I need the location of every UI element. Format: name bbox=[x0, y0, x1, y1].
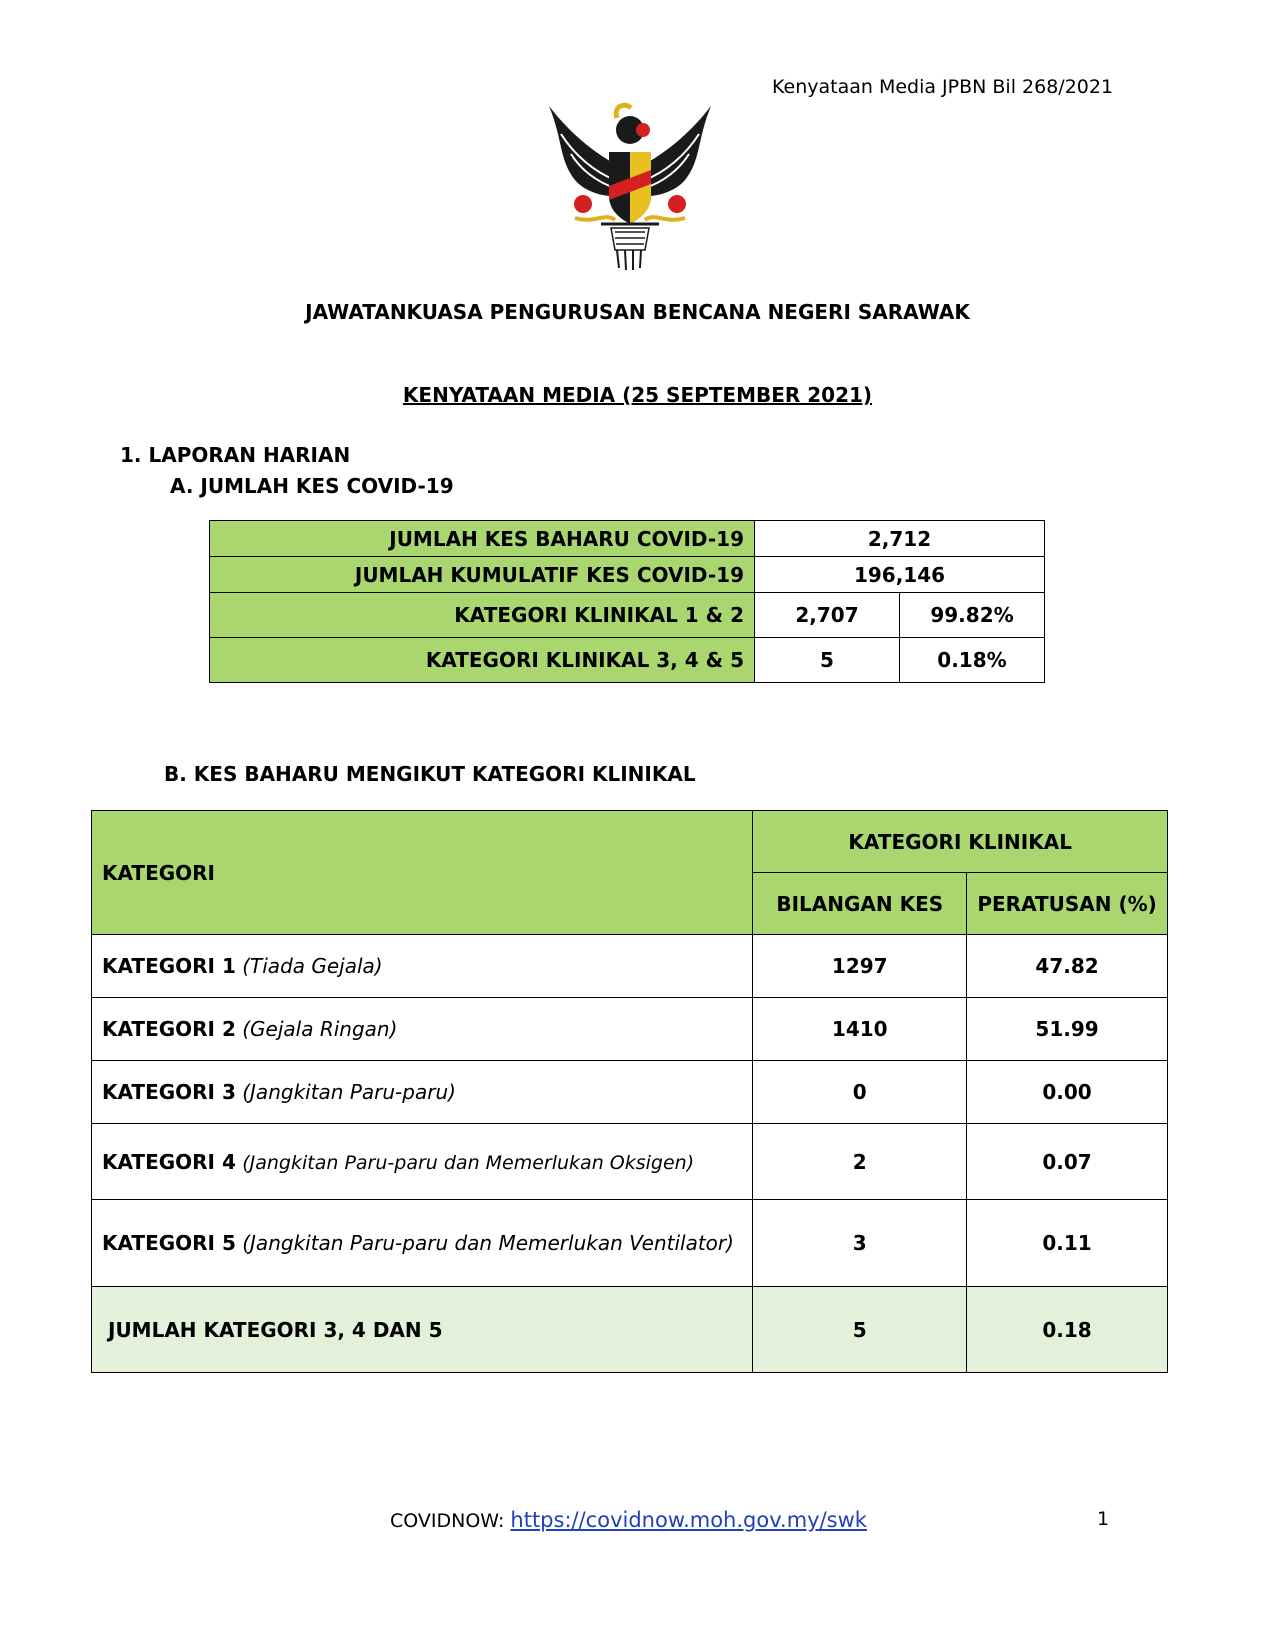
category-name: KATEGORI 4 bbox=[102, 1149, 236, 1174]
summary-table bbox=[209, 520, 1045, 683]
category-name: KATEGORI 5 bbox=[102, 1230, 236, 1255]
table-row bbox=[210, 557, 1045, 593]
row-percent: 99.82% bbox=[900, 593, 1045, 638]
category-desc: (Tiada Gejala) bbox=[242, 954, 383, 978]
category-name: KATEGORI 3 bbox=[102, 1080, 236, 1104]
statement-title: KENYATAAN MEDIA (25 SEPTEMBER 2021) bbox=[402, 383, 873, 407]
table-row bbox=[210, 593, 1045, 638]
category-count: 3 bbox=[753, 1200, 967, 1287]
document-reference: Kenyataan Media JPBN Bil 268/2021 bbox=[772, 76, 1114, 98]
header-kategori: KATEGORI bbox=[92, 811, 753, 935]
category-percent: 0.11 bbox=[967, 1200, 1168, 1287]
category-name: KATEGORI 2 bbox=[102, 1017, 236, 1041]
row-value: 2,712 bbox=[755, 521, 1045, 557]
table-row bbox=[92, 935, 1168, 998]
covidnow-link[interactable]: https://covidnow.moh.gov.my/swk bbox=[510, 1508, 867, 1532]
total-count: 5 bbox=[753, 1287, 967, 1373]
row-label: JUMLAH KES BAHARU COVID-19 bbox=[210, 521, 755, 557]
total-label: JUMLAH KATEGORI 3, 4 DAN 5 bbox=[92, 1287, 753, 1373]
category-percent: 51.99 bbox=[967, 998, 1168, 1061]
table-row bbox=[92, 1200, 1168, 1287]
category-desc: (Jangkitan Paru-paru) bbox=[242, 1080, 456, 1104]
category-count: 2 bbox=[753, 1124, 967, 1200]
category-count: 1410 bbox=[753, 998, 967, 1061]
sarawak-coat-of-arms-icon bbox=[545, 100, 715, 272]
page-number: 1 bbox=[1097, 1508, 1110, 1530]
category-desc: (Gejala Ringan) bbox=[242, 1017, 398, 1041]
row-value: 196,146 bbox=[755, 557, 1045, 593]
row-label: KATEGORI KLINIKAL 1 & 2 bbox=[210, 593, 755, 638]
section-heading: 1. LAPORAN HARIAN bbox=[120, 443, 351, 467]
header-percent: PERATUSAN (%) bbox=[967, 873, 1168, 935]
category-percent: 0.00 bbox=[967, 1061, 1168, 1124]
total-percent: 0.18 bbox=[967, 1287, 1168, 1373]
row-label: KATEGORI KLINIKAL 3, 4 & 5 bbox=[210, 638, 755, 683]
category-desc: (Jangkitan Paru-paru dan Memerlukan Oksigen) bbox=[242, 1151, 695, 1174]
category-percent: 47.82 bbox=[967, 935, 1168, 998]
table-row bbox=[92, 998, 1168, 1061]
table-row bbox=[92, 1061, 1168, 1124]
row-percent: 0.18% bbox=[900, 638, 1045, 683]
header-count: BILANGAN KES bbox=[753, 873, 967, 935]
row-count: 2,707 bbox=[755, 593, 900, 638]
row-count: 5 bbox=[755, 638, 900, 683]
row-label: JUMLAH KUMULATIF KES COVID-19 bbox=[210, 557, 755, 593]
subsection-b-heading: B. KES BAHARU MENGIKUT KATEGORI KLINIKAL bbox=[164, 762, 696, 786]
category-count: 0 bbox=[753, 1061, 967, 1124]
subsection-a-heading: A. JUMLAH KES COVID-19 bbox=[170, 474, 454, 498]
header-group: KATEGORI KLINIKAL bbox=[753, 811, 1168, 873]
footer-prefix: COVIDNOW: bbox=[390, 1510, 511, 1532]
organization-title: JAWATANKUASA PENGURUSAN BENCANA NEGERI SARAWAK bbox=[305, 300, 970, 324]
category-percent: 0.07 bbox=[967, 1124, 1168, 1200]
table-row bbox=[210, 638, 1045, 683]
clinical-category-table bbox=[91, 810, 1168, 1373]
table-row bbox=[210, 521, 1045, 557]
total-row bbox=[92, 1287, 1168, 1373]
footer bbox=[390, 1508, 867, 1532]
table-header-row bbox=[92, 811, 1168, 873]
table-row bbox=[92, 1124, 1168, 1200]
category-name: KATEGORI 1 bbox=[102, 954, 236, 978]
category-count: 1297 bbox=[753, 935, 967, 998]
category-desc: (Jangkitan Paru-paru dan Memerlukan Ventilator) bbox=[242, 1230, 734, 1255]
